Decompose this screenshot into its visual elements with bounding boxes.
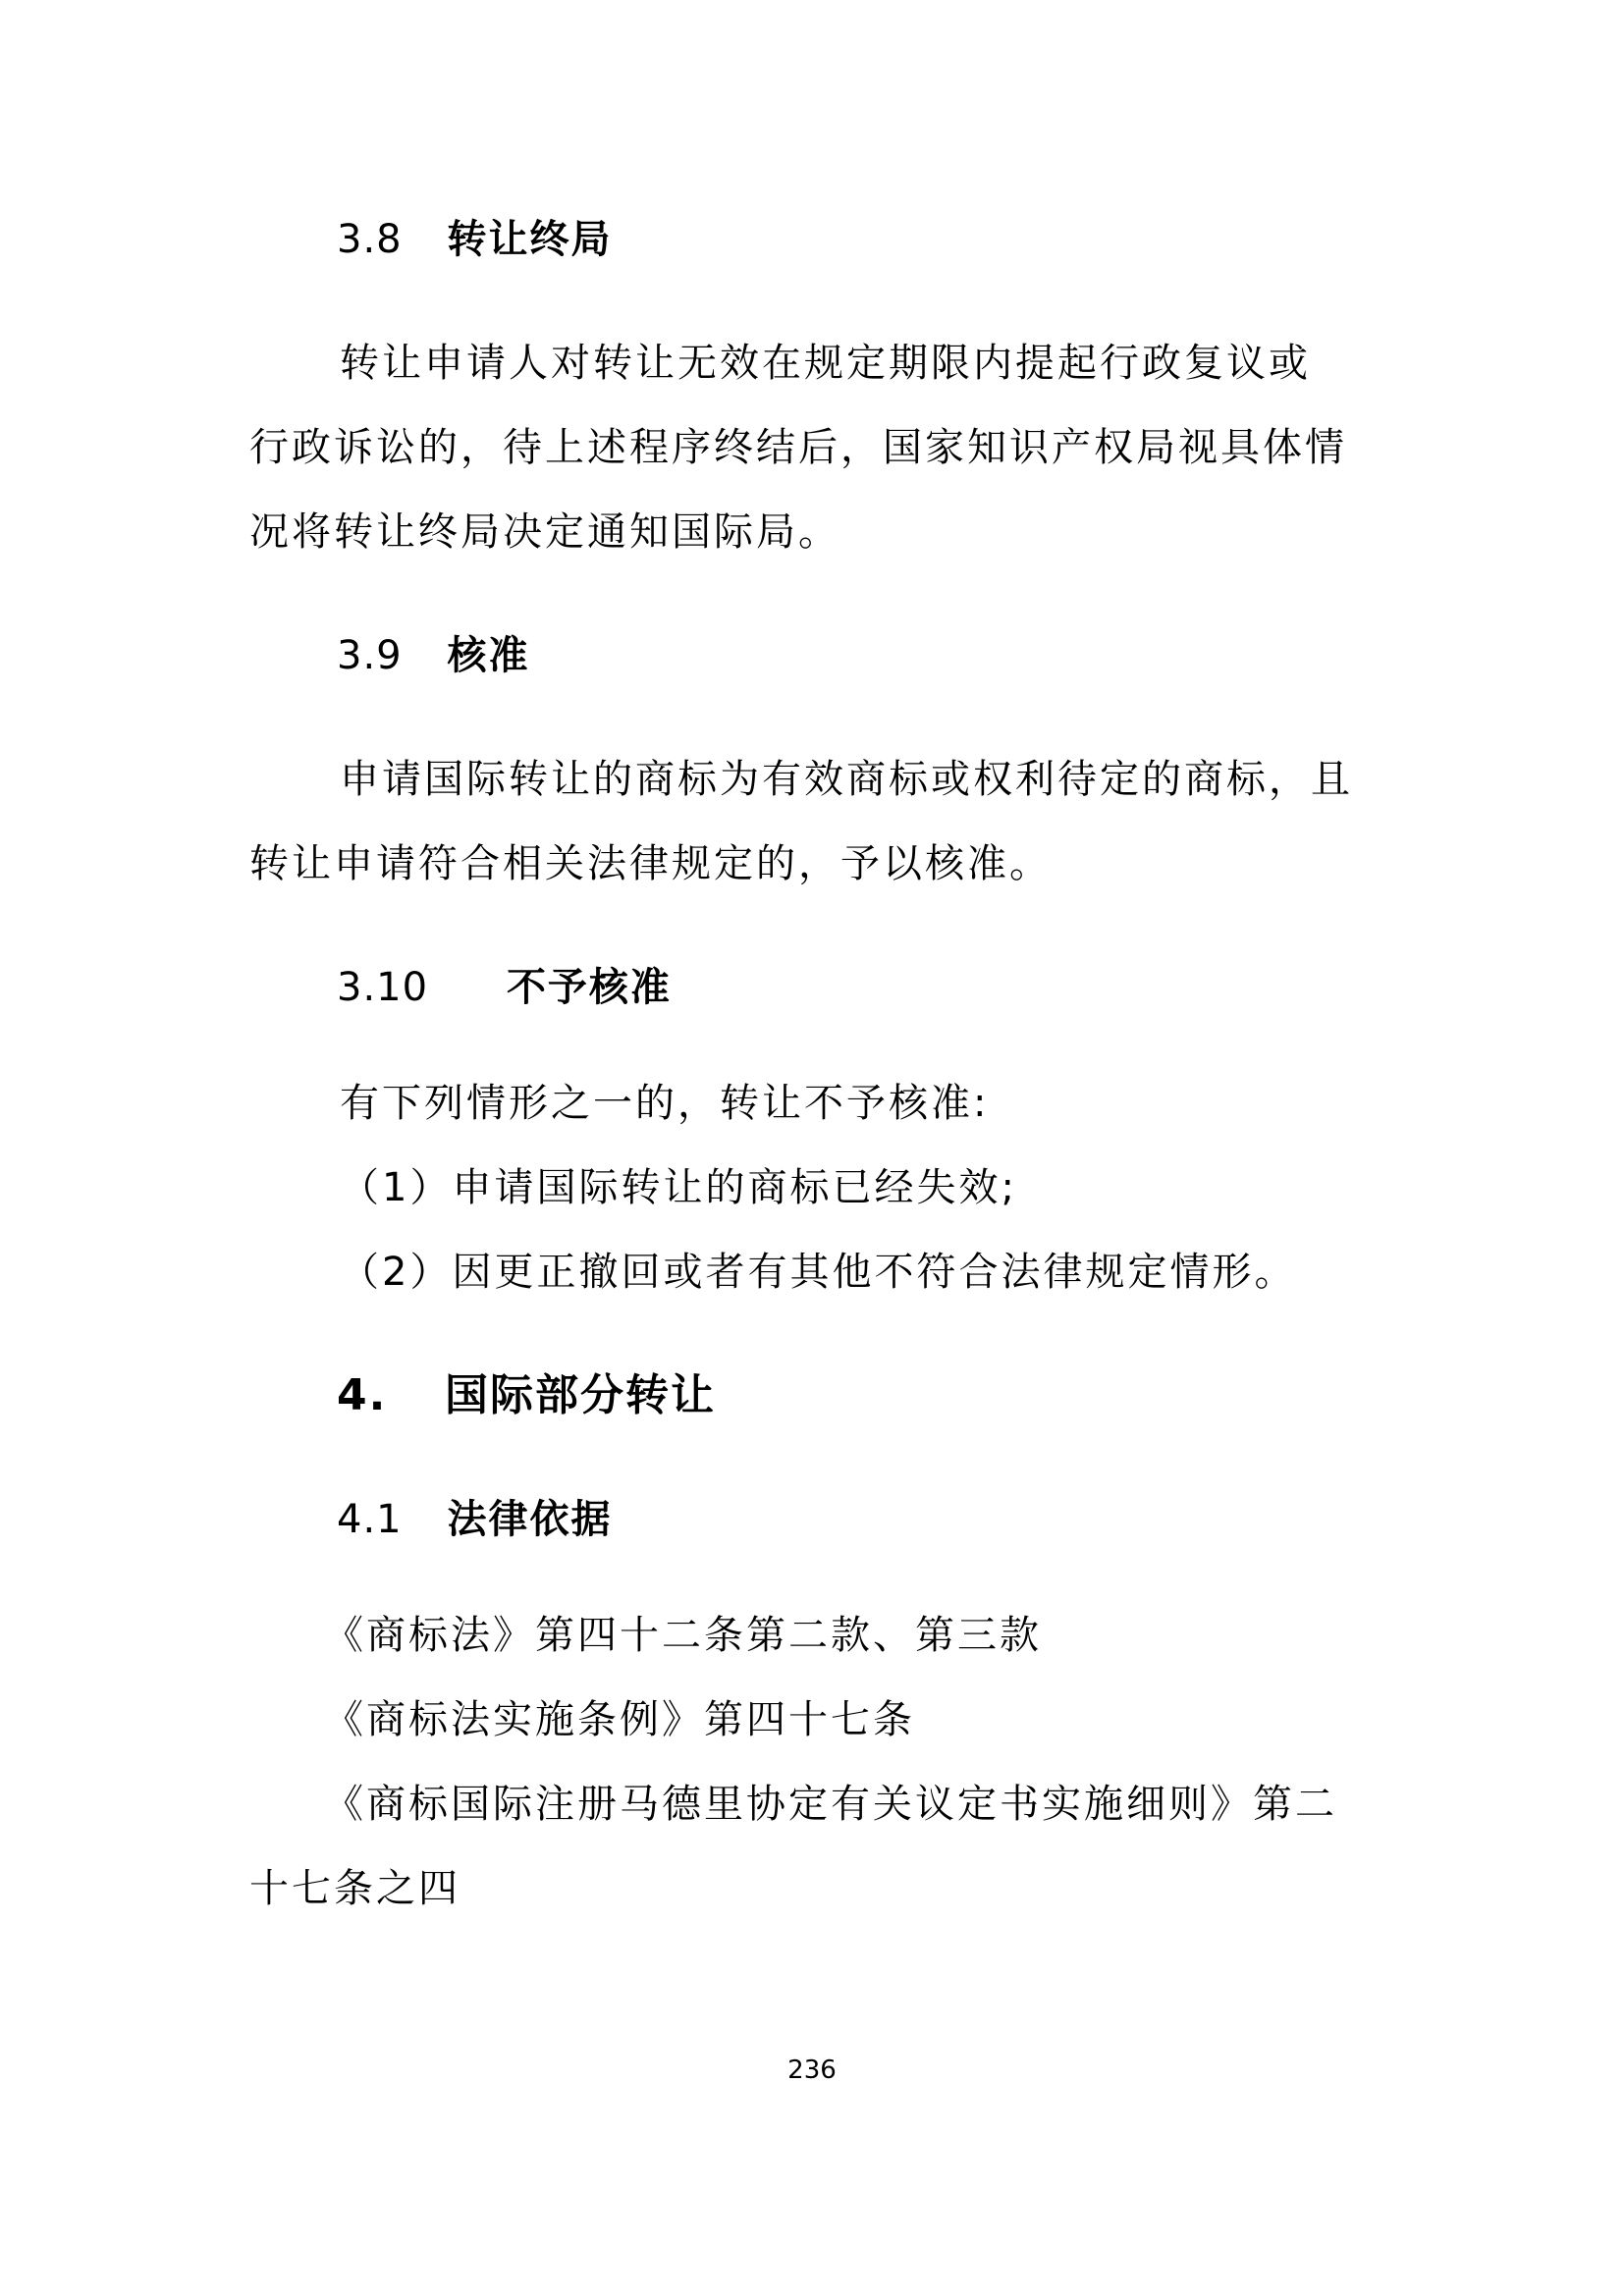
legal-reference: 《商标法实施条例》第四十七条 — [324, 1697, 915, 1742]
section-number: 3.8 — [337, 217, 403, 262]
section-number: 4.1 — [337, 1497, 403, 1542]
paragraph-line: 转让申请符合相关法律规定的，予以核准。 — [249, 841, 1052, 886]
section-number: 3.10 — [337, 965, 429, 1010]
list-item: （2）因更正撤回或者有其他不符合法律规定情形。 — [340, 1250, 1297, 1295]
paragraph-line: 有下列情形之一的，转让不予核准: — [340, 1081, 990, 1126]
paragraph-line: 况将转让终局决定通知国际局。 — [249, 509, 840, 555]
section-heading-4 — [337, 1372, 716, 1419]
page-number: 236 — [787, 2056, 837, 2085]
section-number: 3.9 — [337, 633, 403, 678]
section-title: 法律依据 — [447, 1497, 613, 1542]
section-title: 转让终局 — [447, 217, 613, 262]
paragraph-line: 行政诉讼的，待上述程序终结后，国家知识产权局视具体情 — [249, 425, 1347, 470]
section-heading-3-10 — [337, 964, 672, 1011]
section-title: 核准 — [447, 633, 530, 678]
paragraph-line: 申请国际转让的商标为有效商标或权利待定的商标，且 — [340, 757, 1353, 802]
legal-reference: 《商标法》第四十二条第二款、第三款 — [324, 1613, 1042, 1658]
section-heading-3-8 — [337, 216, 613, 263]
section-heading-3-9 — [337, 632, 530, 679]
section-number: 4. — [337, 1370, 388, 1420]
section-title: 国际部分转让 — [445, 1370, 716, 1420]
legal-reference: 《商标国际注册马德里协定有关议定书实施细则》第二 — [324, 1782, 1337, 1827]
list-item: （1）申请国际转让的商标已经失效; — [340, 1165, 1017, 1210]
paragraph-line: 转让申请人对转让无效在规定期限内提起行政复议或 — [340, 341, 1311, 386]
section-title: 不予核准 — [506, 965, 672, 1010]
legal-reference: 十七条之四 — [249, 1866, 460, 1911]
section-heading-4-1 — [337, 1496, 613, 1543]
